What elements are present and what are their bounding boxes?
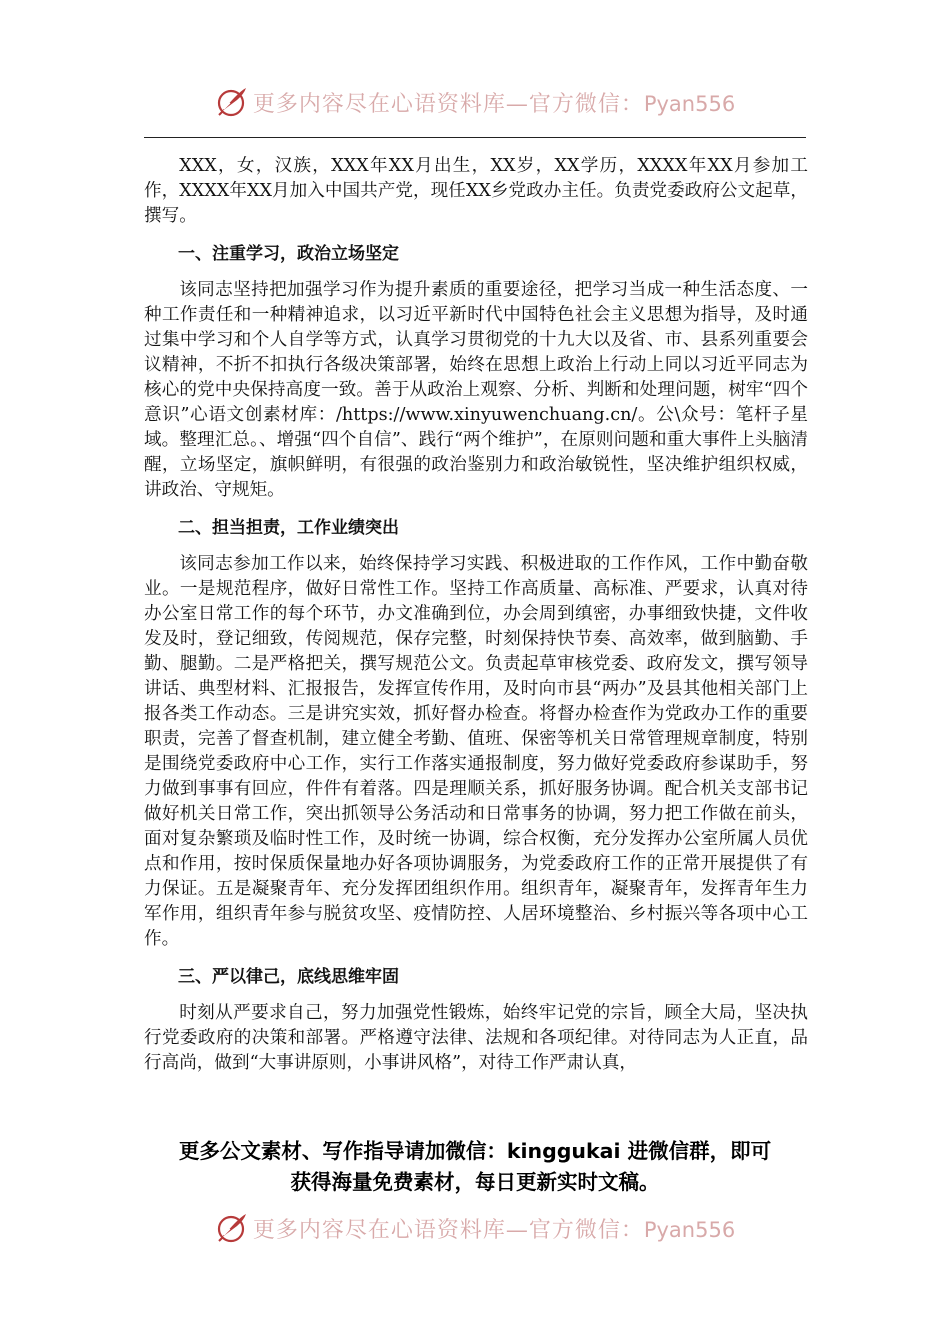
header-banner bbox=[0, 82, 950, 122]
footer-banner-cn: 更多内容尽在心语资料库—官方微信： bbox=[252, 1217, 644, 1243]
quill-logo-icon bbox=[215, 1211, 249, 1245]
promo-notice bbox=[0, 1136, 950, 1198]
section-1-paragraph: 该同志坚持把加强学习作为提升素质的重要途径，把学习当成一种生活态度、一种工作责任和一种精神追求，以习近平新时代中国特色社会主义思想为指导，及时通过集中学习和个人自学等方式，认真学习贯彻党的十九大以及省、市、县系列重要会议精神，不折不扣执行各级决策部署，始终在思想上政治上行动上同以习近平同志为核心的党中央保持高度一致。善于从政治上观察、分析、判断和处理问题，树牢“四个意识”心语文创素材库：/https://www.xinyuwenchuang.cn/。公\众号：笔杆子星域。整理汇总。、增强“四个自信”、践行“两个维护”，在原则问题和重大事件上头脑清醒，立场坚定，旗帜鲜明，有很强的政治鉴别力和政治敏锐性，坚决维护组织权威，讲政治、守规矩。 bbox=[144, 280, 808, 500]
header-banner-cn: 更多内容尽在心语资料库—官方微信： bbox=[252, 91, 644, 117]
section-2-paragraph: 该同志参加工作以来，始终保持学习实践、积极进取的工作作风，工作中勤奋敬业。一是规范程序，做好日常性工作。坚持工作高质量、高标准、严要求，认真对待办公室日常工作的每个环节，办文准确到位，办会周到缜密，办事细致快捷，文件收发及时，登记细致，传阅规范，保存完整，时刻保持快节奏、高效率，做到脑勤、手勤、腿勤。二是严格把关，撰写规范公文。负责起草审核党委、政府发文，撰写领导讲话、典型材料、汇报报告，发挥宣传作用，及时向市县“两办”及县其他相关部门上报各类工作动态。三是讲究实效，抓好督办检查。将督办检查作为党政办工作的重要职责，完善了督查机制，建立健全考勤、值班、保密等机关日常管理规章制度，特别是围绕党委政府中心工作，实行工作落实通报制度，努力做好党委政府参谋助手，努力做到事事有回应，件件有着落。四是理顺关系，抓好服务协调。配合机关支部书记做好机关日常工作，突出抓领导公务活动和日常事务的协调，努力把工作做在前头，面对复杂繁琐及临时性工作，及时统一协调，综合权衡，充分发挥办公室所属人员优点和作用，按时保质保量地办好各项协调服务，为党委政府工作的正常开展提供了有力保证。五是凝聚青年、充分发挥团组织作用。组织青年，凝聚青年，发挥青年生力军作用，组织青年参与脱贫攻坚、疫情防控、人居环境整治、乡村振兴等各项中心工作。 bbox=[144, 554, 808, 949]
footer-banner-wechat-id: Pyan556 bbox=[643, 1217, 736, 1242]
footer-banner bbox=[0, 1208, 950, 1248]
quill-logo-icon bbox=[215, 85, 249, 119]
promo-line-2: 获得海量免费素材，每日更新实时文稿。 bbox=[290, 1170, 660, 1194]
section-1-heading: 一、注重学习，政治立场坚定 bbox=[178, 244, 399, 264]
header-banner-wechat-id: Pyan556 bbox=[643, 91, 736, 116]
section-2-heading: 二、担当担责，工作业绩突出 bbox=[178, 518, 399, 538]
promo-line-1: 更多公文素材、写作指导请加微信：kinggukai 进微信群，即可 bbox=[178, 1139, 772, 1163]
footer-banner-text bbox=[253, 1213, 735, 1244]
intro-paragraph: XXX，女，汉族，XXX年XX月出生，XX岁，XX学历，XXXX年XX月参加工作，XXXX年XX月加入中国共产党，现任XX乡党政办主任。负责党委政府公文起草，撰写。 bbox=[144, 156, 808, 226]
header-banner-text bbox=[253, 87, 735, 118]
document-body bbox=[144, 154, 808, 1076]
header-divider bbox=[144, 137, 806, 138]
section-3-heading: 三、严以律己，底线思维牢固 bbox=[178, 967, 399, 987]
section-3-paragraph: 时刻从严要求自己，努力加强党性锻炼，始终牢记党的宗旨，顾全大局，坚决执行党委政府的决策和部署。严格遵守法律、法规和各项纪律。对待同志为人正直，品行高尚，做到“大事讲原则，小事讲风格”，对待工作严肃认真， bbox=[144, 1003, 808, 1073]
